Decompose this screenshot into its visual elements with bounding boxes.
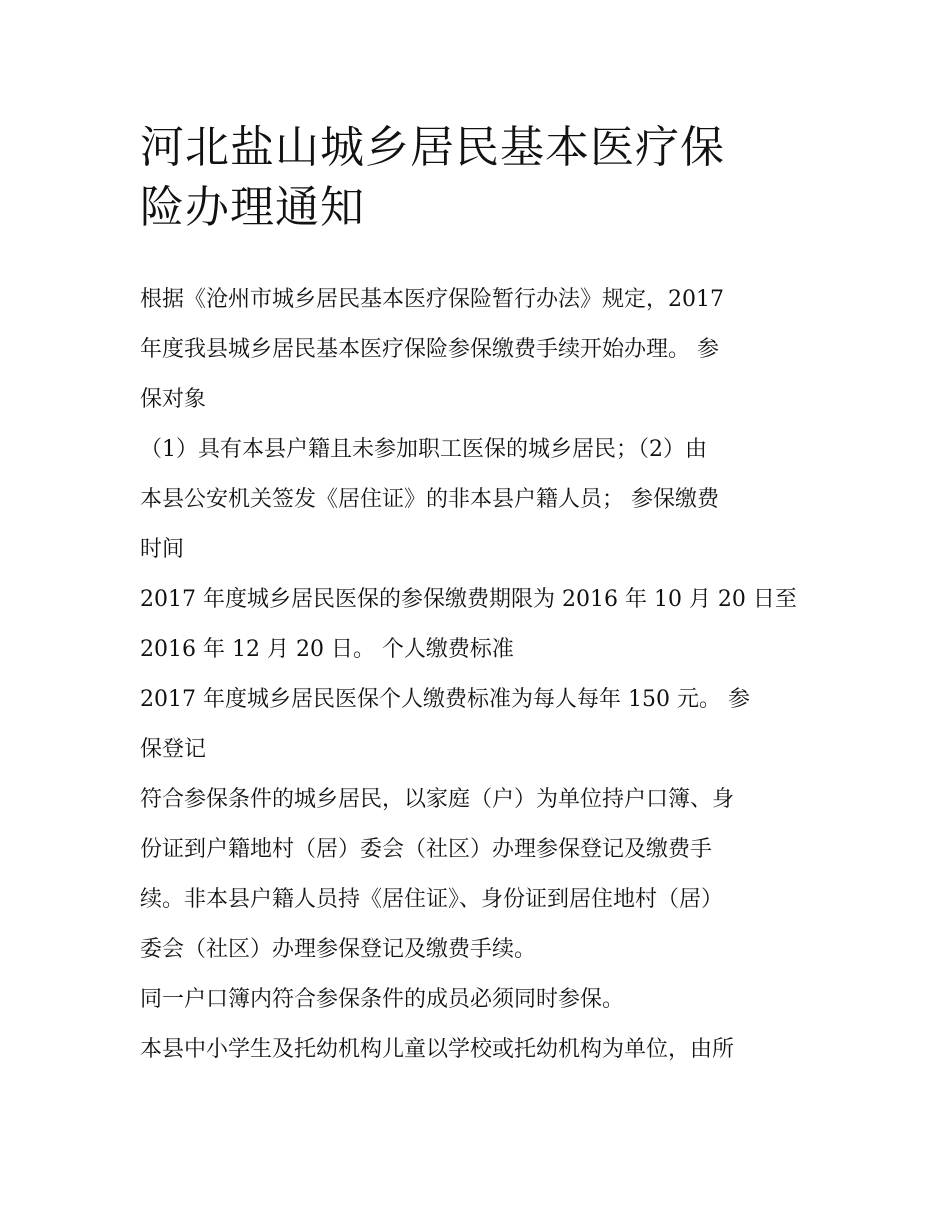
body-line: 保登记 [140,737,207,762]
body-line: 续。非本县户籍人员持《居住证》、身份证到居住地村（居） [140,887,724,912]
body-line: 同一户口簿内符合参保条件的成员必须同时参保。 [140,987,625,1012]
body-line: 根据《沧州市城乡居民基本医疗保险暂行办法》规定，2017 [140,287,724,312]
document-title-line: 险办理通知 [140,182,365,233]
body-line: 本县中小学生及托幼机构儿童以学校或托幼机构为单位，由所 [140,1037,735,1062]
document-title-line: 河北盐山城乡居民基本医疗保 [140,122,725,173]
body-line: 委会（社区）办理参保登记及缴费手续。 [140,937,537,962]
body-line: 2017 年度城乡居民医保的参保缴费期限为 2016 年 10 月 20 日至 [140,587,797,612]
body-line: 2017 年度城乡居民医保个人缴费标准为每人每年 150 元。 参 [140,687,750,712]
body-line: 2016 年 12 月 20 日。 个人缴费标准 [140,637,514,662]
document-title [140,118,840,238]
body-line: 保对象 [140,387,207,412]
body-line: 本县公安机关签发《居住证》的非本县户籍人员； 参保缴费 [140,487,719,512]
body-line: 份证到户籍地村（居）委会（社区）办理参保登记及缴费手 [140,837,713,862]
document-body [140,282,840,1068]
body-line: （1）具有本县户籍且未参加职工医保的城乡居民；（2）由 [140,437,707,462]
body-line: 时间 [140,537,185,562]
body-line: 符合参保条件的城乡居民，以家庭（户）为单位持户口簿、身 [140,787,735,812]
body-line: 年度我县城乡居民基本医疗保险参保缴费手续开始办理。 参 [140,337,719,362]
